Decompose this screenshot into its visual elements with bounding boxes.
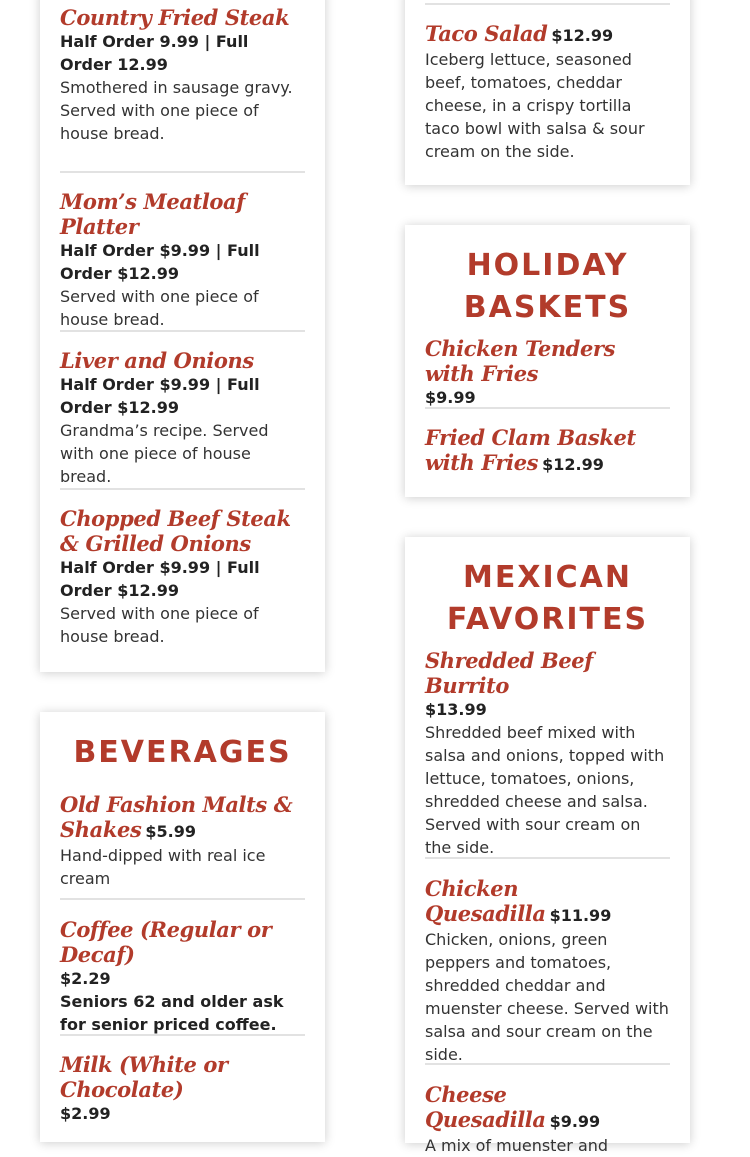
item-title: Country Fried Steak [60,5,290,30]
menu-card-holiday-baskets [405,225,690,497]
item-title: Coffee (Regular or Decaf) [60,917,272,967]
item-price: $5.99 [145,822,196,841]
section-title-line: FAVORITES [446,602,649,637]
item-title: Shredded Beef Burrito [425,648,593,698]
menu-card-right-top [405,0,690,185]
item-price: Half Order $9.99 | Full Order $12.99 [60,558,260,600]
item-price: $2.99 [60,1104,111,1123]
item-title [425,21,670,48]
item-title [425,425,670,477]
item-price: Half Order $9.99 | Full Order $12.99 [60,241,260,283]
item-description: Hand-dipped with real ice cream [60,846,266,888]
item-price: $2.29 [60,969,111,988]
menu-item [60,1052,305,1125]
item-description: Chicken, onions, green peppers and tomatoes, shredded cheddar and muenster cheese. Served with salsa and sour cream on the side. [425,930,669,1064]
item-title-text: Taco Salad [425,21,548,46]
item-price: $11.99 [549,906,612,925]
menu-card-mexican-favorites [405,537,690,1155]
divider [60,330,305,332]
item-price: $12.99 [542,455,604,474]
item-price: Half Order 9.99 | Full Order 12.99 [60,32,249,74]
divider [60,488,305,490]
section-title [405,245,690,329]
menu-item [60,506,305,648]
section-title [405,557,690,641]
item-title-text: Chicken Quesadilla [425,876,546,926]
item-title [425,876,670,928]
item-title: Chopped Beef Steak & Grilled Onions [60,506,291,556]
item-title [425,1082,670,1134]
divider [425,857,670,859]
item-description: Served with one piece of house bread. [60,604,259,646]
section-title: BEVERAGES [73,735,292,770]
menu-item [60,5,305,145]
menu-item [425,1082,670,1157]
section-title-line: HOLIDAY [466,248,629,283]
menu-item [60,348,305,488]
menu-card-beverages [40,712,325,1142]
item-title-text: Fried Clam Basket with Fries [425,425,636,475]
item-description: A mix of muenster and [425,1136,609,1155]
item-title-text: Old Fashion Malts & Shakes [60,792,293,842]
divider [60,898,305,900]
item-title: Mom’s Meatloaf Platter [60,189,245,239]
menu-item [425,425,670,477]
menu-item [425,336,670,409]
menu-item [60,917,305,1036]
item-description: Grandma’s recipe. Served with one piece of house bread. [60,421,269,486]
item-price: $9.99 [549,1112,601,1131]
menu-item [60,792,305,890]
item-title: Milk (White or Chocolate) [60,1052,228,1102]
menu-item [425,876,670,1066]
item-note: Seniors 62 and older ask for senior priced coffee. [60,992,284,1034]
divider [425,1063,670,1065]
item-title [60,792,305,844]
divider [60,1034,305,1036]
section-title-line: MEXICAN [463,560,632,595]
item-price: $12.99 [551,26,614,45]
item-price: $9.99 [425,388,476,407]
item-price: $13.99 [425,700,487,719]
item-title-text: Cheese Quesadilla [425,1082,546,1132]
menu-item [425,21,670,163]
item-description: Smothered in sausage gravy. Served with one piece of house bread. [60,78,293,143]
menu-card-left-top [40,0,325,672]
menu-item [425,648,670,859]
menu-item [60,189,305,331]
divider [60,171,305,173]
item-title: Chicken Tenders with Fries [425,336,616,386]
item-description: Shredded beef mixed with salsa and onions, topped with lettuce, tomatoes, onions, shredded cheese and salsa. Served with sour cream on the side. [425,723,665,857]
item-price: Half Order $9.99 | Full Order $12.99 [60,375,260,417]
item-description: Iceberg lettuce, seasoned beef, tomatoes, cheddar cheese, in a crispy tortilla taco bowl with salsa & sour cream on the side. [425,50,645,161]
divider [425,3,670,5]
item-title: Liver and Onions [60,348,254,373]
section-title-line: BASKETS [463,290,632,325]
divider [425,407,670,409]
item-description: Served with one piece of house bread. [60,287,259,329]
